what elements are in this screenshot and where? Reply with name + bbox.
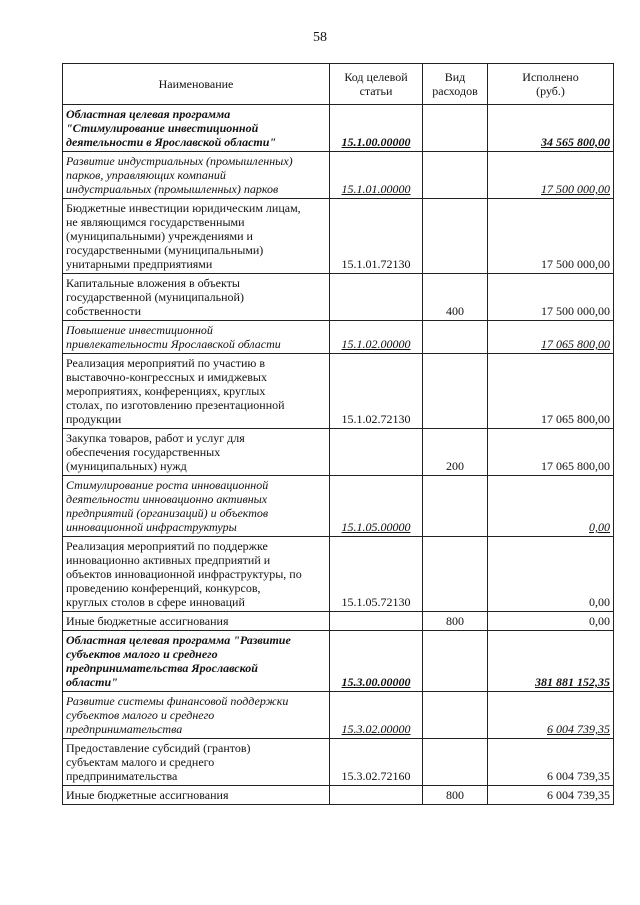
header-row [63,64,614,105]
row-amount: 6 004 739,35 [488,786,614,805]
header-code: Код целевой статьи [330,64,423,105]
row-amount: 381 881 152,35 [488,631,614,692]
row-code [330,274,423,321]
row-code: 15.3.00.00000 [330,631,423,692]
table-row [63,354,614,429]
table-header [63,64,614,105]
row-amount: 17 500 000,00 [488,274,614,321]
row-code: 15.1.00.00000 [330,105,423,152]
row-code: 15.3.02.72160 [330,739,423,786]
row-amount: 17 065 800,00 [488,321,614,354]
row-name: Областная целевая программа "Стимулирование инвестиционной деятельности в Ярославской области" [63,105,330,152]
row-amount: 0,00 [488,537,614,612]
row-code: 15.1.05.72130 [330,537,423,612]
row-code: 15.1.01.72130 [330,199,423,274]
row-amount: 17 500 000,00 [488,152,614,199]
row-amount: 34 565 800,00 [488,105,614,152]
row-name: Предоставление субсидий (грантов) субъектам малого и среднего предпринимательства [63,739,330,786]
row-code [330,786,423,805]
row-name: Областная целевая программа "Развитие субъектов малого и среднего предпринимательства Ярославской области" [63,631,330,692]
row-name: Иные бюджетные ассигнования [63,612,330,631]
row-amount: 0,00 [488,476,614,537]
table-row [63,199,614,274]
row-name: Закупка товаров, работ и услуг для обеспечения государственных (муниципальных) нужд [63,429,330,476]
row-name: Стимулирование роста инновационной деятельности инновационно активных предприятий (организаций) и объектов инновационной инфраструктуры [63,476,330,537]
row-code: 15.1.02.00000 [330,321,423,354]
row-code [330,612,423,631]
table-row [63,321,614,354]
table-row [63,152,614,199]
table-row [63,739,614,786]
row-name: Бюджетные инвестиции юридическим лицам, не являющимся государственными (муниципальными) учреждениями и государственными (муниципальными) унитарными предприятиями [63,199,330,274]
table-row [63,786,614,805]
table-row [63,429,614,476]
header-type: Вид расходов [423,64,488,105]
header-amount: Исполнено (руб.) [488,64,614,105]
table-row [63,105,614,152]
row-code [330,429,423,476]
row-code: 15.3.02.00000 [330,692,423,739]
row-type [423,537,488,612]
row-amount: 17 065 800,00 [488,354,614,429]
row-name: Реализация мероприятий по участию в выставочно-конгрессных и имиджевых мероприятиях, конференциях, круглых столах, по изготовлению презентационной продукции [63,354,330,429]
row-name: Повышение инвестиционной привлекательности Ярославской области [63,321,330,354]
row-type [423,354,488,429]
table-body [63,105,614,805]
row-code: 15.1.02.72130 [330,354,423,429]
row-code: 15.1.05.00000 [330,476,423,537]
row-type: 800 [423,612,488,631]
budget-table [62,63,614,805]
row-type: 800 [423,786,488,805]
row-amount: 17 065 800,00 [488,429,614,476]
row-amount: 6 004 739,35 [488,692,614,739]
row-type [423,631,488,692]
row-type [423,321,488,354]
row-type [423,739,488,786]
table-row [63,476,614,537]
header-name: Наименование [63,64,330,105]
row-name: Капитальные вложения в объекты государственной (муниципальной) собственности [63,274,330,321]
row-type [423,152,488,199]
row-type [423,199,488,274]
row-type: 200 [423,429,488,476]
table-row [63,612,614,631]
table-row [63,631,614,692]
row-amount: 0,00 [488,612,614,631]
table-row [63,274,614,321]
row-type [423,476,488,537]
row-code: 15.1.01.00000 [330,152,423,199]
row-type [423,692,488,739]
row-amount: 17 500 000,00 [488,199,614,274]
row-amount: 6 004 739,35 [488,739,614,786]
row-name: Реализация мероприятий по поддержке инновационно активных предприятий и объектов инновационной инфраструктуры, по проведению конференций, конкурсов, круглых столов в сфере инноваций [63,537,330,612]
row-type [423,105,488,152]
row-type: 400 [423,274,488,321]
row-name: Иные бюджетные ассигнования [63,786,330,805]
table-row [63,692,614,739]
table-row [63,537,614,612]
page-number: 58 [313,30,327,45]
row-name: Развитие системы финансовой поддержки субъектов малого и среднего предпринимательства [63,692,330,739]
row-name: Развитие индустриальных (промышленных) парков, управляющих компаний индустриальных (промышленных) парков [63,152,330,199]
